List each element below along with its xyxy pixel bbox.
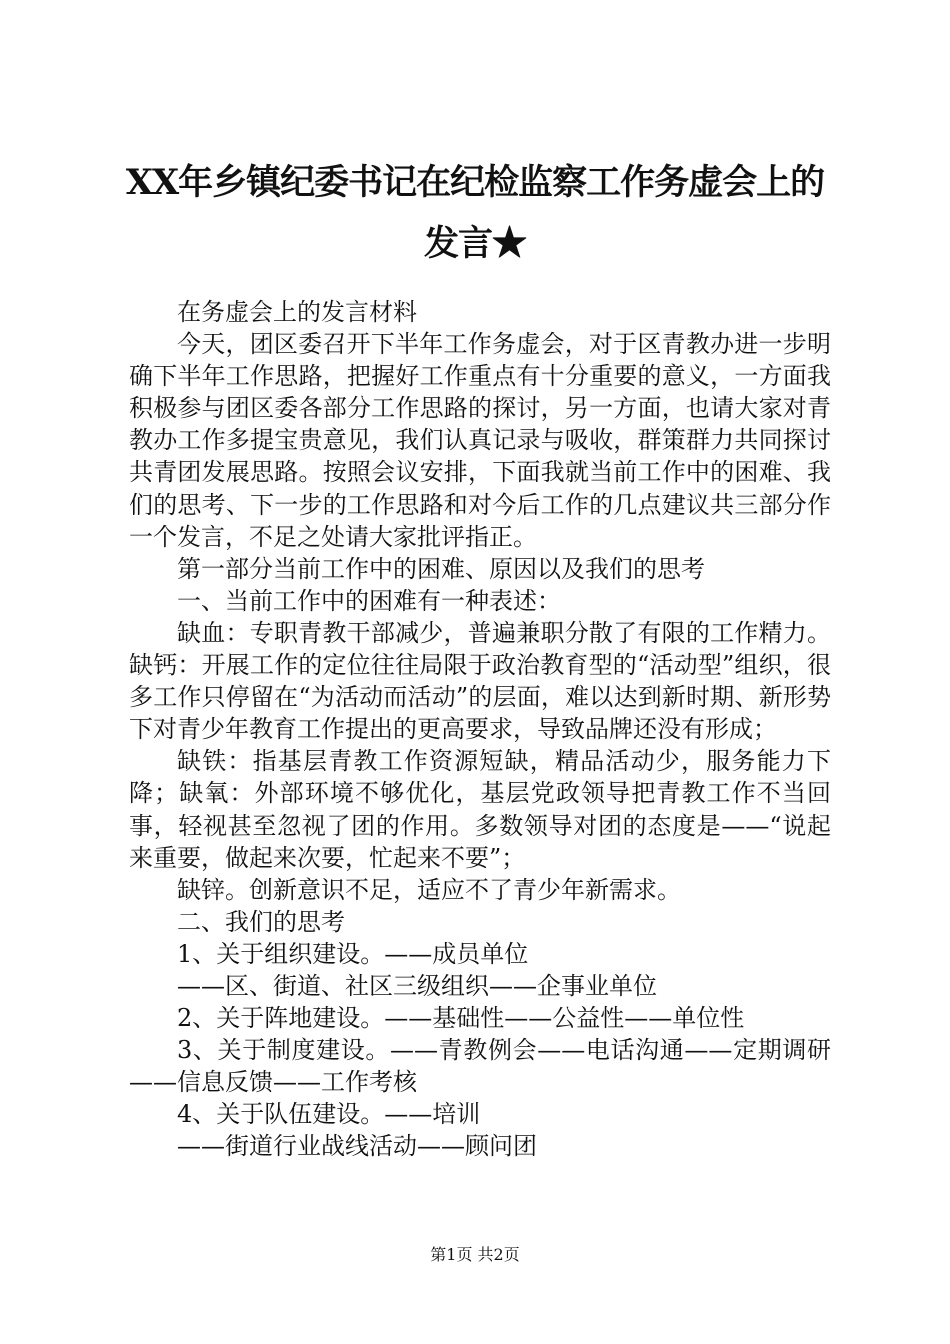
document-body	[129, 296, 831, 1163]
list-item-team-building-detail: ——街道行业战线活动——顾问团	[177, 1132, 537, 1161]
paragraph-opening: 今天，团区委召开下半年工作务虚会，对于区青教办进一步明确下半年工作思路，把握好工作重点有十分重要的意义，一方面我积极参与团区委各部分工作思路的探讨，另一方面，也请大家对青教办工作多提宝贵意见，我们认真记录与吸收，群策群力共同探讨共青团发展思路。按照会议安排，下面我就当前工作中的困难、我们的思考、下一步的工作思路和对今后工作的几点建议共三部分作一个发言，不足之处请大家批评指正。	[129, 330, 831, 551]
list-item-team-building: 4、关于队伍建设。——培训	[177, 1100, 481, 1129]
list-item-organization: 1、关于组织建设。——成员单位	[177, 939, 529, 968]
paragraph-iron-oxygen: 缺铁：指基层青教工作资源短缺，精品活动少，服务能力下降；缺氧：外部环境不够优化，基层党政领导把青教工作不当回事，轻视甚至忽视了团的作用。多数领导对团的态度是——“说起来重要，做起来次要，忙起来不要”；	[129, 747, 831, 872]
subheading-thoughts: 二、我们的思考	[177, 907, 345, 936]
paragraph-zinc: 缺锌。创新意识不足，适应不了青少年新需求。	[177, 875, 681, 904]
list-item-system-building: 3、关于制度建设。——青教例会——电话沟通——定期调研——信息反馈——工作考核	[129, 1036, 831, 1097]
section-heading-part-one: 第一部分当前工作中的困难、原因以及我们的思考	[177, 554, 705, 583]
list-item-base-building: 2、关于阵地建设。——基础性——公益性——单位性	[177, 1004, 745, 1033]
document-title: XX年乡镇纪委书记在纪检监察工作务虚会上的发言★	[125, 162, 825, 264]
list-item-organization-detail: ——区、街道、社区三级组织——企事业单位	[177, 971, 657, 1000]
page-number-footer: 第1页 共2页	[430, 1245, 520, 1264]
paragraph-intro-label: 在务虚会上的发言材料	[177, 298, 417, 326]
subheading-difficulties: 一、当前工作中的困难有一种表述：	[177, 586, 561, 615]
paragraph-blood-calcium: 缺血：专职青教干部减少，普遍兼职分散了有限的工作精力。缺钙：开展工作的定位往往局限于政治教育型的“活动型”组织，很多工作只停留在“为活动而活动”的层面，难以达到新时期、新形势下对青少年教育工作提出的更高要求，导致品牌还没有形成；	[129, 618, 831, 744]
